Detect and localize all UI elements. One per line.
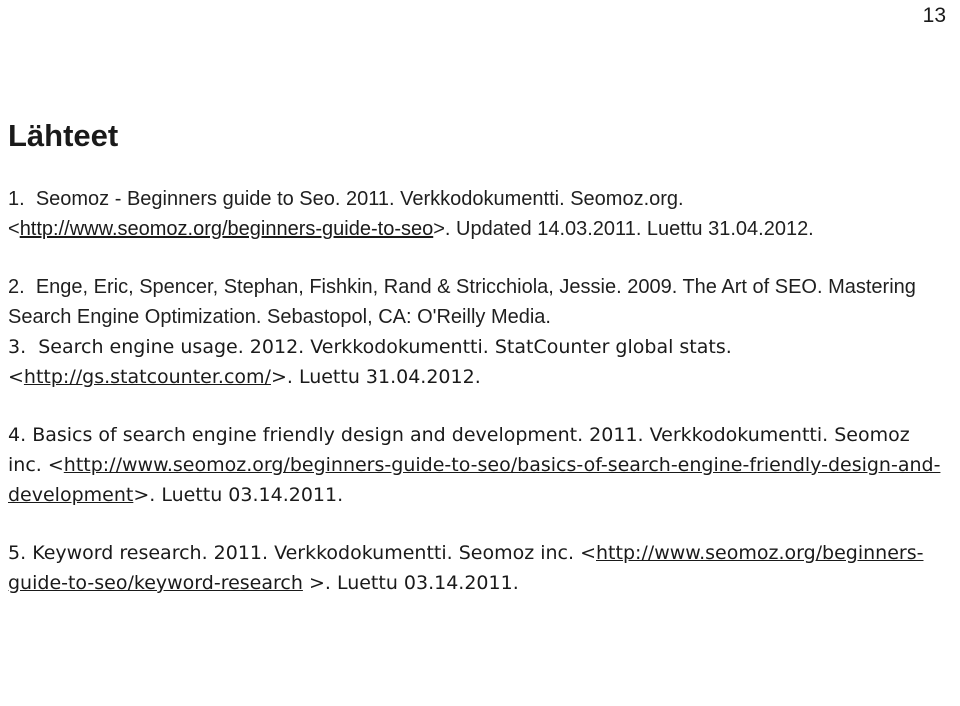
reference-text: Seomoz - Beginners guide to Seo. 2011. Verkkodokumentti. Seomoz.org. <	[8, 188, 684, 240]
reference-link[interactable]: http://www.seomoz.org/beginners-guide-to-seo/keyword-research	[8, 542, 924, 594]
reference-text: Enge, Eric, Spencer, Stephan, Fishkin, Rand & Stricchiola, Jessie. 2009. The Art of SEO. Mastering Search Engine Optimization. Sebastopol, CA: O'Reilly Media.	[8, 276, 916, 328]
reference-text: Basics of search engine friendly design and development. 2011. Verkkodokumentti. Seomoz inc. <	[8, 424, 910, 476]
reference-text: Search engine usage. 2012. Verkkodokumentti. StatCounter global stats. <	[8, 336, 732, 388]
page-title: Lähteet	[8, 118, 119, 153]
reference-item-1	[8, 184, 948, 244]
page-number: 13	[922, 4, 946, 27]
reference-list	[8, 184, 948, 598]
reference-item-3	[8, 332, 948, 392]
reference-link[interactable]: http://gs.statcounter.com/	[23, 366, 271, 388]
reference-text-after: >. Updated 14.03.2011. Luettu 31.04.2012.	[433, 218, 814, 240]
reference-number: 1.	[8, 188, 25, 210]
reference-number: 4.	[8, 424, 27, 446]
reference-number: 2.	[8, 276, 25, 298]
reference-text: Keyword research. 2011. Verkkodokumentti. Seomoz inc. <	[32, 542, 596, 564]
reference-text-after: >. Luettu 03.14.2011.	[133, 484, 344, 506]
reference-number: 3.	[8, 336, 27, 358]
reference-item-5	[8, 538, 948, 598]
reference-item-2	[8, 272, 948, 332]
reference-item-4	[8, 420, 948, 510]
reference-link[interactable]: http://www.seomoz.org/beginners-guide-to-seo/basics-of-search-engine-friendly-design-and-development	[8, 454, 941, 506]
reference-number: 5.	[8, 542, 27, 564]
reference-link[interactable]: http://www.seomoz.org/beginners-guide-to-seo	[19, 218, 434, 240]
reference-text-after: >. Luettu 03.14.2011.	[302, 572, 519, 594]
reference-text-after: >. Luettu 31.04.2012.	[270, 366, 481, 388]
